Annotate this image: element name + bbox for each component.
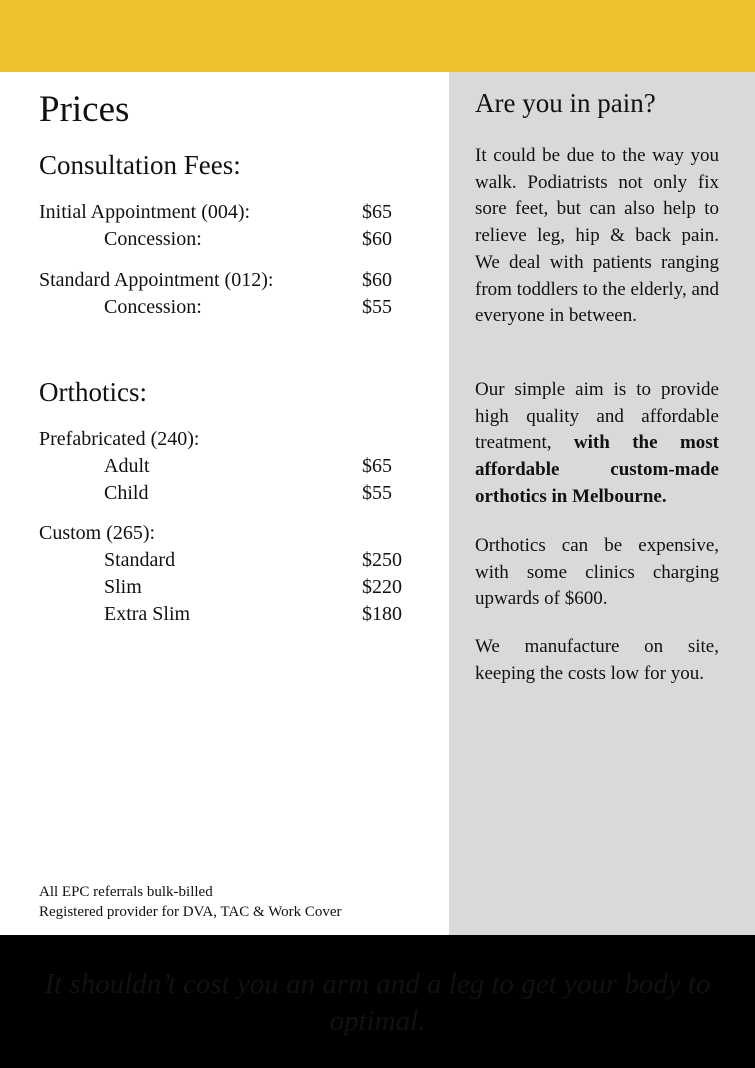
price-value: $65 [362,455,392,477]
price-label: Extra Slim [104,603,191,625]
price-label: Child [104,482,149,504]
bulk-billing-note: All EPC referrals bulk-billed [39,884,213,900]
price-label: Concession: [104,296,202,318]
page-title: Prices [39,89,130,130]
price-label: Standard [104,549,176,571]
price-label: Initial Appointment (004): [39,201,251,223]
cost-paragraph: Orthotics can be expensive, with some clinics charging upwards of $600. [475,535,719,610]
price-label: Adult [104,455,150,477]
intro-paragraph: It could be due to the way you walk. Podiatrists not only fix sore feet, but can also help to relieve leg, hip & back pain. We deal with patients ranging from toddlers to the elderly, and everyone in between. [475,145,719,327]
provider-note: Registered provider for DVA, TAC & Work Cover [39,904,342,920]
price-value: $60 [362,228,392,250]
price-value: $55 [362,482,392,504]
header-bar [0,0,755,72]
price-label: Slim [104,576,142,598]
price-label: Standard Appointment (012): [39,269,274,291]
price-value: $220 [362,576,402,598]
consultation-heading: Consultation Fees: [39,150,241,180]
price-label: Concession: [104,228,202,250]
aim-paragraph [475,377,719,511]
manufacture-paragraph: We manufacture on site, keeping the costs low for you. [475,636,719,684]
price-value: $55 [362,296,392,318]
tagline: It shouldn’t cost you an arm and a leg to get your body to optimal. [44,968,711,1037]
custom-label: Custom (265): [39,522,156,544]
aim-text: Our simple aim is to provide high quality and affordable treatment, [475,379,719,454]
side-title: Are you in pain? [475,88,656,118]
price-value: $65 [362,201,392,223]
price-value: $180 [362,603,402,625]
aim-highlight: with the most affordable custom-made orthotics in Melbourne. [475,432,719,507]
price-value: $250 [362,549,402,571]
price-value: $60 [362,269,392,291]
prefab-label: Prefabricated (240): [39,428,200,450]
orthotics-heading: Orthotics: [39,377,147,407]
